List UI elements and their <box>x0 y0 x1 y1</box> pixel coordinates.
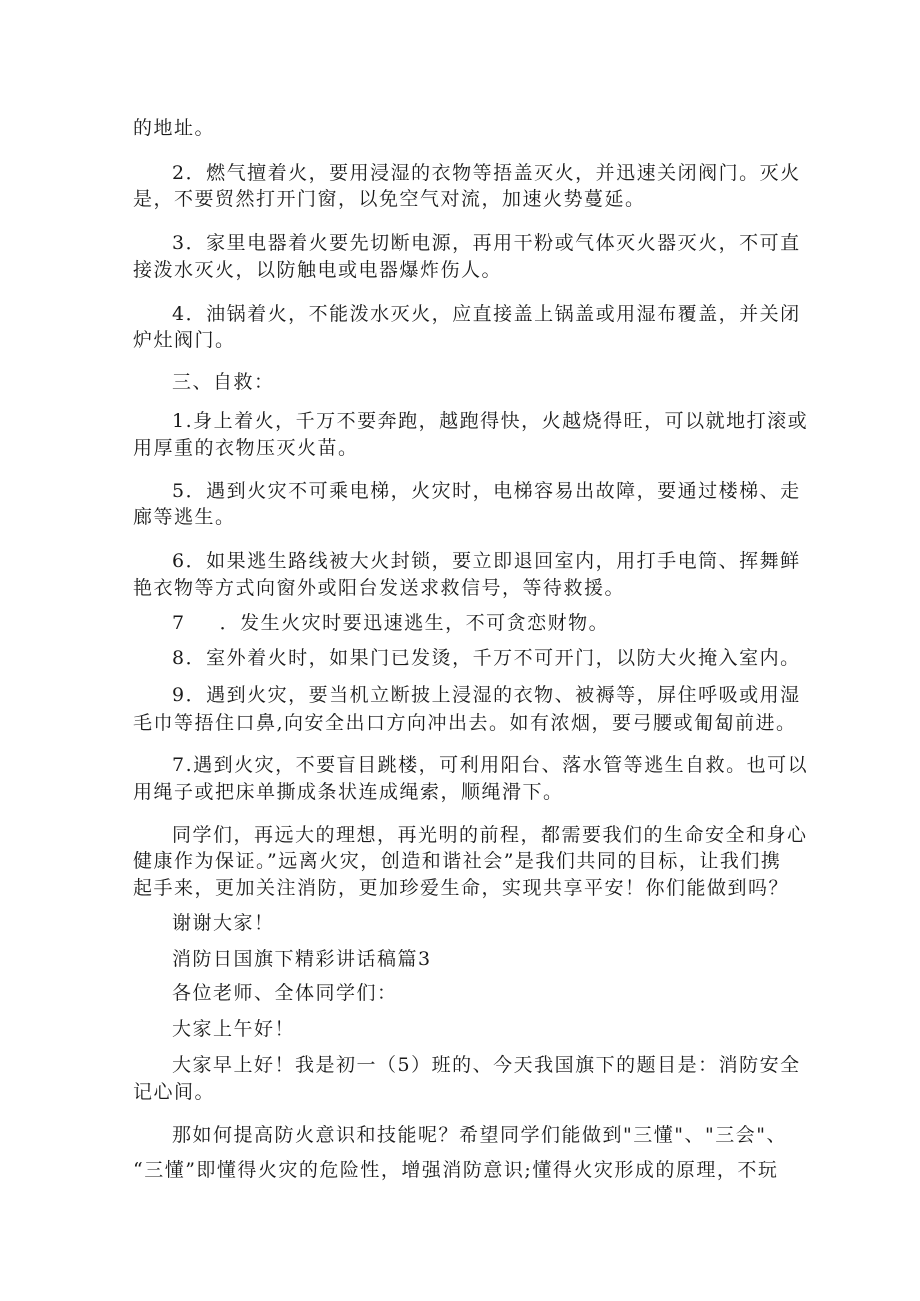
text-line: 9．遇到火灾，要当机立断披上浸湿的衣物、被褥等，屏住呼吸或用湿 <box>172 684 801 706</box>
text-line: “三懂”即懂得火灾的危险性，增强消防意识;懂得火灾形成的原理，不玩 <box>133 1159 779 1181</box>
text-line: 记心间。 <box>133 1081 216 1103</box>
text-line: 炉灶阀门。 <box>133 329 236 351</box>
text-line: 毛巾等捂住口鼻,向安全出口方向冲出去。如有浓烟，要弓腰或匍匐前进。 <box>133 712 797 734</box>
text-line: 艳衣物等方式向窗外或阳台发送求救信号，等待救援。 <box>133 577 626 599</box>
greeting: 大家上午好！ <box>172 1018 296 1040</box>
article-title: 消防日国旗下精彩讲话稿篇3 <box>172 948 432 970</box>
item-number: 7 <box>172 612 186 634</box>
text-line: 6．如果逃生路线被大火封锁，要立即退回室内，用打手电筒、挥舞鲜 <box>172 550 801 572</box>
text-line: 接泼水灭火，以防触电或电器爆炸伤人。 <box>133 259 503 281</box>
item-text: ．发生火灾时要迅速逃生，不可贪恋财物。 <box>219 612 610 634</box>
text-line: 用绳子或把床单撕成条状连成绳索，顺绳滑下。 <box>133 781 564 803</box>
text-line: 健康作为保证。”远离火灾，创造和谐社会”是我们共同的目标，让我们携 <box>133 850 782 872</box>
text-line: 的地址。 <box>133 117 216 139</box>
text-line <box>172 610 609 636</box>
text-line: 同学们，再远大的理想，再光明的前程，都需要我们的生命安全和身心 <box>172 824 808 846</box>
text-line: 是，不要贸然打开门窗，以免空气对流，加速火势蔓延。 <box>133 188 646 210</box>
text-line: 廊等逃生。 <box>133 506 236 528</box>
text-line: 1.身上着火，千万不要奔跑，越跑得快，火越烧得旺，可以就地打滚或 <box>172 410 809 432</box>
salutation: 各位老师、全体同学们： <box>172 982 398 1004</box>
text-line: 2．燃气擅着火，要用浸湿的衣物等捂盖灭火，并迅速关闭阀门。灭火 <box>172 162 801 184</box>
text-line: 5．遇到火灾不可乘电梯，火灾时，电梯容易出故障，要通过楼梯、走 <box>172 480 801 502</box>
text-line: 8．室外着火时，如果门已发烫，千万不可开门，以防大火掩入室内。 <box>172 647 801 669</box>
text-line: 那如何提高防火意识和技能呢？希望同学们能做到"三懂"、"三会"、 <box>172 1124 787 1146</box>
text-line: 大家早上好！我是初一（5）班的、今天我国旗下的题目是：消防安全 <box>172 1054 801 1076</box>
text-line: 7.遇到火灾，不要盲目跳楼，可利用阳台、落水管等逃生自救。也可以 <box>172 754 809 776</box>
text-line: 4．油锅着火，不能泼水灭火，应直接盖上锅盖或用湿布覆盖，并关闭 <box>172 303 801 325</box>
text-line: 3．家里电器着火要先切断电源，再用干粉或气体灭火器灭火，不可直 <box>172 232 801 254</box>
text-line: 起手来，更加关注消防，更加珍爱生命，实现共享平安！你们能做到吗？ <box>133 877 790 899</box>
section-heading: 三、自救： <box>172 371 275 393</box>
text-line: 谢谢大家！ <box>172 912 275 934</box>
text-line: 用厚重的衣物压灭火苗。 <box>133 437 359 459</box>
